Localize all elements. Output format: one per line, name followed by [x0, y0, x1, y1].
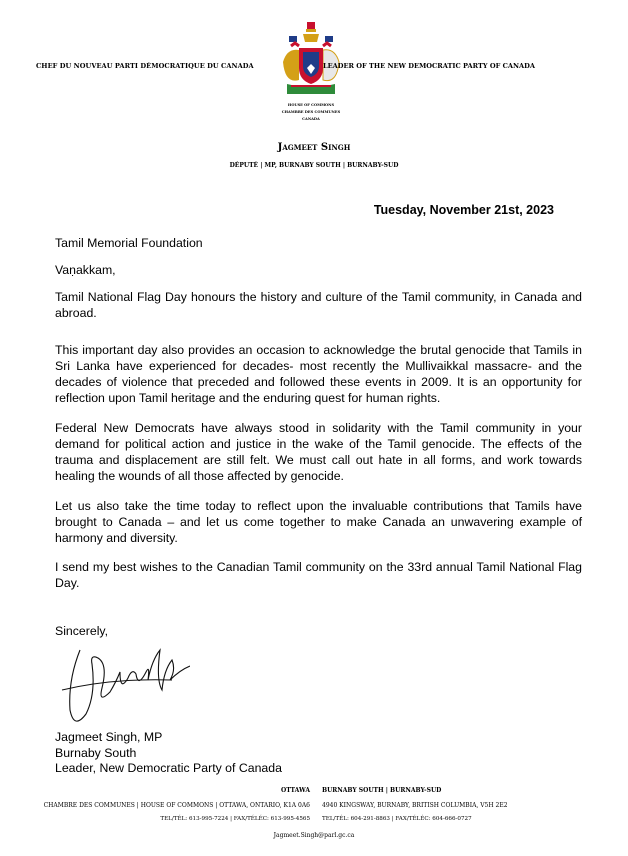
letter-date: Tuesday, November 21st, 2023 — [373, 203, 554, 217]
signature-icon — [60, 640, 190, 732]
closing: Sincerely, — [55, 624, 109, 638]
header-left-title: CHEF DU NOUVEAU PARTI DÉMOCRATIQUE DU CANADA — [36, 62, 254, 70]
crest-line: HOUSE OF COMMONS — [287, 103, 335, 107]
footer-burnaby-address: 4940 KINGSWAY, BURNABY, BRITISH COLUMBIA, V5H 2E2 — [322, 802, 508, 809]
house-of-commons-label — [250, 102, 372, 123]
header-right-title: LEADER OF THE NEW DEMOCRATIC PARTY OF CANADA — [323, 62, 535, 70]
signature-title: Leader, New Democratic Party of Canada — [55, 761, 282, 775]
crest-line: CHAMBRE DES COMMUNES — [281, 110, 341, 114]
recipient: Tamil Memorial Foundation — [55, 236, 203, 250]
paragraph: This important day also provides an occasion to acknowledge the brutal genocide that Tamils in Sri Lanka have experienced for decades- most recently the Mullivaikkal massacre- and the decades of violence that preceded and followed these events in 2009. It is an opportunity for reflection upon Tamil heritage and the enduring quest for human rights. — [55, 343, 582, 405]
mp-name: Jagmeet Singh — [277, 142, 351, 153]
paragraph: Tamil National Flag Day honours the history and culture of the Tamil community, in Canada and abroad. — [55, 290, 582, 320]
footer-burnaby-label: BURNABY SOUTH | BURNABY-SUD — [322, 787, 442, 794]
footer-ottawa-label: OTTAWA — [281, 787, 310, 794]
mp-subtitle: DÉPUTÉ | MP, BURNABY SOUTH | BURNABY-SUD — [229, 162, 399, 169]
footer-ottawa-phone: TEL/TÉL: 613-995-7224 | FAX/TÉLÉC: 613-995-4565 — [160, 816, 310, 822]
paragraph: I send my best wishes to the Canadian Tamil community on the 33rd annual Tamil National Flag Day. — [55, 560, 582, 590]
footer-email[interactable]: Jagmeet.Singh@parl.gc.ca — [273, 832, 355, 839]
footer-ottawa-address: CHAMBRE DES COMMUNES | HOUSE OF COMMONS | OTTAWA, ONTARIO, K1A 0A6 — [43, 802, 310, 809]
paragraph: Let us also take the time today to reflect upon the invaluable contributions that Tamils have brought to Canada – and let us come together to make Canada an unwavering example of harmony and diversity. — [55, 499, 582, 545]
footer-burnaby-phone: TEL/TÉL: 604-291-8863 | FAX/TÉLÉC: 604-666-0727 — [322, 816, 472, 822]
signature-riding: Burnaby South — [55, 745, 137, 760]
salutation: Vaṇakkam, — [55, 263, 116, 277]
paragraph: Federal New Democrats have always stood in solidarity with the Tamil community in your demand for political action and justice in the wake of the Tamil genocide. The effects of the trauma and displacement are still felt. We must call out hate in all forms, and work towards healing the wounds of all those affected by genocide. — [55, 421, 582, 483]
crest-line: CANADA — [302, 117, 320, 121]
signature-name: Jagmeet Singh, MP — [55, 730, 163, 744]
signature-block — [55, 730, 282, 777]
